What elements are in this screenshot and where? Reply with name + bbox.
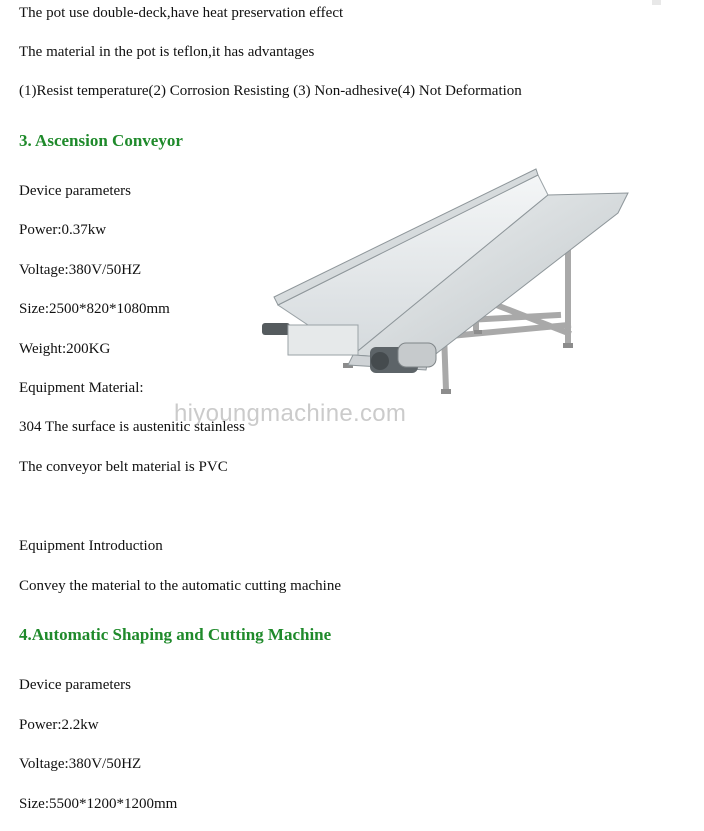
section-3-size: Size:2500*820*1080mm	[19, 301, 170, 317]
intro-line-2: The material in the pot is teflon,it has advantages	[19, 44, 315, 60]
section-4-heading: 4.Automatic Shaping and Cutting Machine	[19, 625, 332, 644]
section-4-power: Power:2.2kw	[19, 717, 99, 733]
conveyor-image	[258, 165, 630, 405]
section-3-voltage: Voltage:380V/50HZ	[19, 262, 142, 278]
section-4-params-label: Device parameters	[19, 677, 132, 693]
corner-mark	[652, 0, 661, 5]
section-3-material-2: The conveyor belt material is PVC	[19, 459, 228, 475]
watermark: hiyoungmachine.com	[174, 400, 407, 427]
intro-line-3: (1)Resist temperature(2) Corrosion Resisting (3) Non-adhesive(4) Not Deformation	[19, 83, 522, 99]
section-3-heading: 3. Ascension Conveyor	[19, 131, 183, 150]
section-3-intro-text: Convey the material to the automatic cutting machine	[19, 578, 341, 594]
section-3-intro-label: Equipment Introduction	[19, 538, 163, 554]
section-3-params-label: Device parameters	[19, 183, 132, 199]
section-3-power: Power:0.37kw	[19, 222, 107, 238]
section-3-material-1: 304 The surface is austenitic stainless	[19, 419, 245, 435]
section-4-size: Size:5500*1200*1200mm	[19, 796, 178, 812]
section-3-weight: Weight:200KG	[19, 341, 111, 357]
intro-line-1: The pot use double-deck,have heat preservation effect	[19, 5, 344, 21]
section-3-material-label: Equipment Material:	[19, 380, 144, 396]
section-4-voltage: Voltage:380V/50HZ	[19, 756, 142, 772]
